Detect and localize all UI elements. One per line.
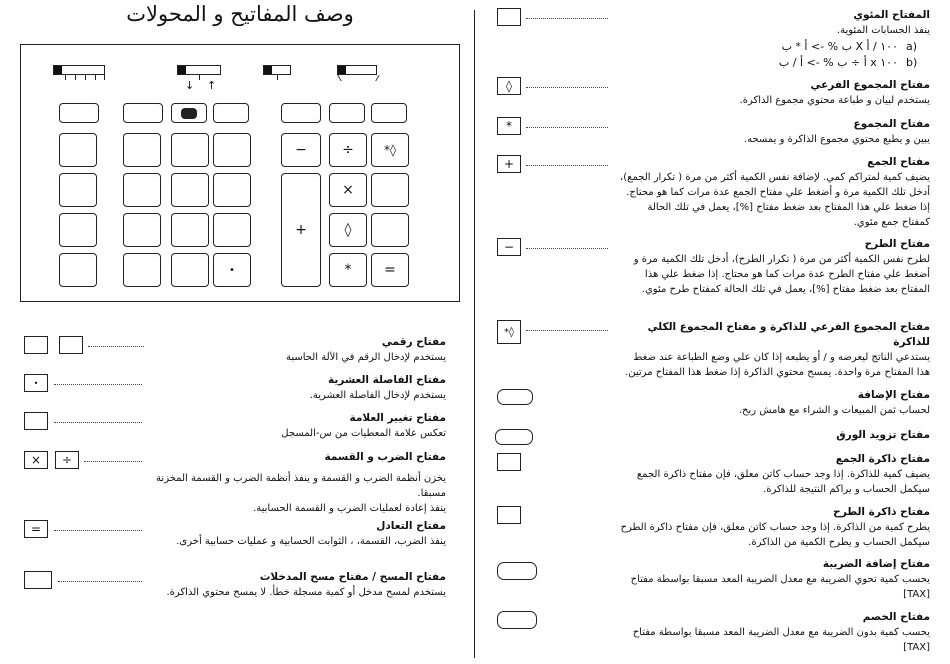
entry-markup-key: مفتاح الإضافة لحساب ثمن المبيعات و الشراء مع هامش ربح. — [738, 389, 930, 416]
key-num[interactable] — [123, 253, 161, 287]
paper-feed-key-icon — [495, 429, 533, 445]
entry-total-key: مفتاح المجموع يبين و يطبع محتوي مجموع الذاكرة و يمسحه. — [743, 118, 930, 145]
memory-minus-key-icon — [497, 506, 521, 524]
key-num[interactable] — [371, 173, 409, 207]
key-num[interactable] — [59, 133, 97, 167]
key-top-6[interactable] — [329, 103, 365, 123]
key-num[interactable] — [171, 253, 209, 287]
formula-a-label: a) — [906, 40, 918, 53]
arrow-down-icon: ↓ — [185, 79, 195, 92]
database-icon — [181, 108, 197, 119]
decimal-key-icon: • — [24, 374, 48, 392]
key-divide[interactable]: ÷ — [329, 133, 367, 167]
key-num[interactable] — [171, 133, 209, 167]
numeric-key-icon — [59, 336, 83, 354]
key-num[interactable] — [59, 253, 97, 287]
key-top-1[interactable] — [59, 103, 99, 123]
multiply-key-icon: × — [24, 451, 48, 469]
subtotal-key-icon: ◊ — [497, 77, 521, 95]
formula-b-label: b) — [906, 56, 918, 69]
key-num[interactable] — [171, 213, 209, 247]
key-num[interactable] — [213, 213, 251, 247]
tax-plus-key-icon — [497, 562, 537, 580]
key-top-7[interactable] — [371, 103, 407, 123]
key-subtotal[interactable]: ◊ — [329, 213, 367, 247]
rounding-switch — [177, 65, 221, 75]
key-num[interactable] — [123, 213, 161, 247]
key-top-4[interactable] — [213, 103, 249, 123]
plus-key-icon: + — [497, 155, 521, 173]
page-title: وصف المفاتيح و المحولات — [126, 2, 354, 26]
key-num[interactable] — [59, 213, 97, 247]
entry-equals-key: مفتاح التعادل ينفذ الضرب، القسمة، ، الثوابت الحسابية و عمليات حسابية أخرى. — [176, 520, 446, 547]
key-minus[interactable]: − — [281, 133, 321, 167]
key-multiply[interactable]: × — [329, 173, 367, 207]
key-top-5[interactable] — [281, 103, 321, 123]
key-total[interactable]: * — [329, 253, 367, 287]
keyboard-diagram — [20, 44, 460, 302]
total-key-icon: * — [497, 117, 521, 135]
entry-minus-key: مفتاح الطرح لطرح نفس الكمية أكثر من مرة ( تكرار الطرح)، أدخل تلك الكمية مرة و أضغط علي مفتاح الطرح عدة مرات كما هو محتاج. إذا ضغط علي هذا المفتاح بعد ضغط مفتاح [%]، يعمل في تلك الحالة كمفتاح طرح مئوي. — [633, 238, 930, 295]
entry-sign-change-key: مفتاح تغيير العلامة تعكس علامة المعطيات من س-المسجل — [281, 412, 446, 439]
key-plus[interactable]: + — [281, 173, 321, 287]
entry-memory-minus-key: مفتاح ذاكرة الطرح يطرح كمية من الذاكرة. إذا وجد حساب كاتن معلق، فإن مفتاح ذاكرة الطرح سيكمل الحساب و يطرح الكمية من الذاكرة. — [620, 506, 930, 548]
key-decimal[interactable]: • — [213, 253, 251, 287]
key-num[interactable] — [171, 173, 209, 207]
sign-change-key-icon — [24, 412, 48, 430]
key-equals[interactable]: = — [371, 253, 409, 287]
divide-key-icon: ÷ — [55, 451, 79, 469]
decimal-switch — [53, 65, 105, 75]
arrow-up-icon: ↑ — [207, 79, 217, 92]
key-num[interactable] — [123, 133, 161, 167]
numeric-key-icon — [24, 336, 48, 354]
mode-switch — [337, 65, 377, 75]
key-memory-subtotal[interactable]: *◊ — [371, 133, 409, 167]
key-num[interactable] — [213, 133, 251, 167]
memory-subtotal-key-icon: *◊ — [497, 320, 521, 344]
formula-a: ١٠٠ / أ X ب % -> أ * ب — [781, 40, 898, 53]
formula-b: ١٠٠ x أ ÷ ب % -> أ / ب — [778, 56, 898, 69]
entry-subtotal-key: مفتاح المجموع الفرعي يستخدم لبيان و طباعة محتوي مجموع الذاكرة. — [739, 79, 930, 106]
key-num[interactable] — [59, 173, 97, 207]
key-paper-feed[interactable] — [171, 103, 207, 123]
key-top-2[interactable] — [123, 103, 163, 123]
clear-key-icon — [24, 571, 52, 589]
entry-tax-minus-key: مفتاح الخصم يحسب كمية بدون الضريبة مع معدل الضريبة المعد مسبقا بواسطة مفتاح [TAX] — [632, 611, 930, 653]
entry-multiply-divide-key: مفتاح الضرب و القسمة يخزن أنظمة الضرب و القسمة و ينفذ أنظمة الضرب و القسمة المخزنة مسبقا. ينفذ إعادة لعمليات الضرب و القسمة الحسابية. — [156, 451, 446, 514]
entry-memory-plus-key: مفتاح ذاكرة الجمع يضيف كمية للذاكرة. إذا وجد حساب كاتن معلق، فإن مفتاح ذاكرة الجمع سيكمل الحساب و يراكم النتيجة للذاكرة. — [636, 453, 930, 495]
key-num[interactable] — [213, 173, 251, 207]
key-num[interactable] — [123, 173, 161, 207]
markup-key-icon — [497, 389, 533, 405]
percent-key-icon — [497, 8, 521, 26]
entry-decimal-key: مفتاح الفاصلة العشرية يستخدم لإدخال الفاصلة العشرية. — [309, 374, 446, 401]
minus-key-icon: − — [497, 238, 521, 256]
print-switch — [263, 65, 291, 75]
key-num[interactable] — [371, 213, 409, 247]
entry-memory-subtotal-key: مفتاح المجموع الفرعي للذاكرة و مفتاح المجموع الكلي للذاكرة يستدعي الناتج ليعرضه و / أو يطبعه إذا كان علي وضع الطباعة عند ضغط هذا المفتاح مرة واحدة. يمسح محتوي الذاكرة إذا ضغط هذا المفتاح مرتين. — [625, 321, 930, 378]
entry-plus-key: مفتاح الجمع يضيف كمية لمتراكم كمي. لإضافة نفس الكمية أكثر من مرة ( تكرار الجمع)، أدخل تلك الكمية مرة و أضغط علي مفتاح الجمع عدة مرات كما هو محتاج. إذا ضغط علي هذا المفتاح بعد ضغط مفتاح [%]، يعمل في تلك الحالة كمفتاح جمع مئوي. — [620, 156, 930, 228]
tax-minus-key-icon — [497, 611, 537, 629]
entry-paper-feed-key: مفتاح تزويد الورق — [836, 429, 930, 441]
column-divider — [474, 10, 475, 658]
memory-plus-key-icon — [497, 453, 521, 471]
equals-key-icon: = — [24, 520, 48, 538]
entry-tax-plus-key: مفتاح إضافة الضريبة يحسب كمية تحوي الضريبة مع معدل الضريبة المعد مسبقا بواسطة مفتاح [TAX] — [630, 558, 930, 600]
entry-percent-key: المفتاح المئوي ينفذ الحسابات المئوية. — [836, 9, 930, 36]
entry-clear-key: مفتاح المسح / مفتاح مسح المدخلات يستخدم لمسح مدخل أو كمية مسجلة خطأ. لا يمسح محتوي الذاكرة. — [166, 571, 446, 598]
entry-numeric-key: مفتاح رقمي يستخدم لإدخال الرقم في الآلة الحاسبة — [285, 336, 446, 363]
